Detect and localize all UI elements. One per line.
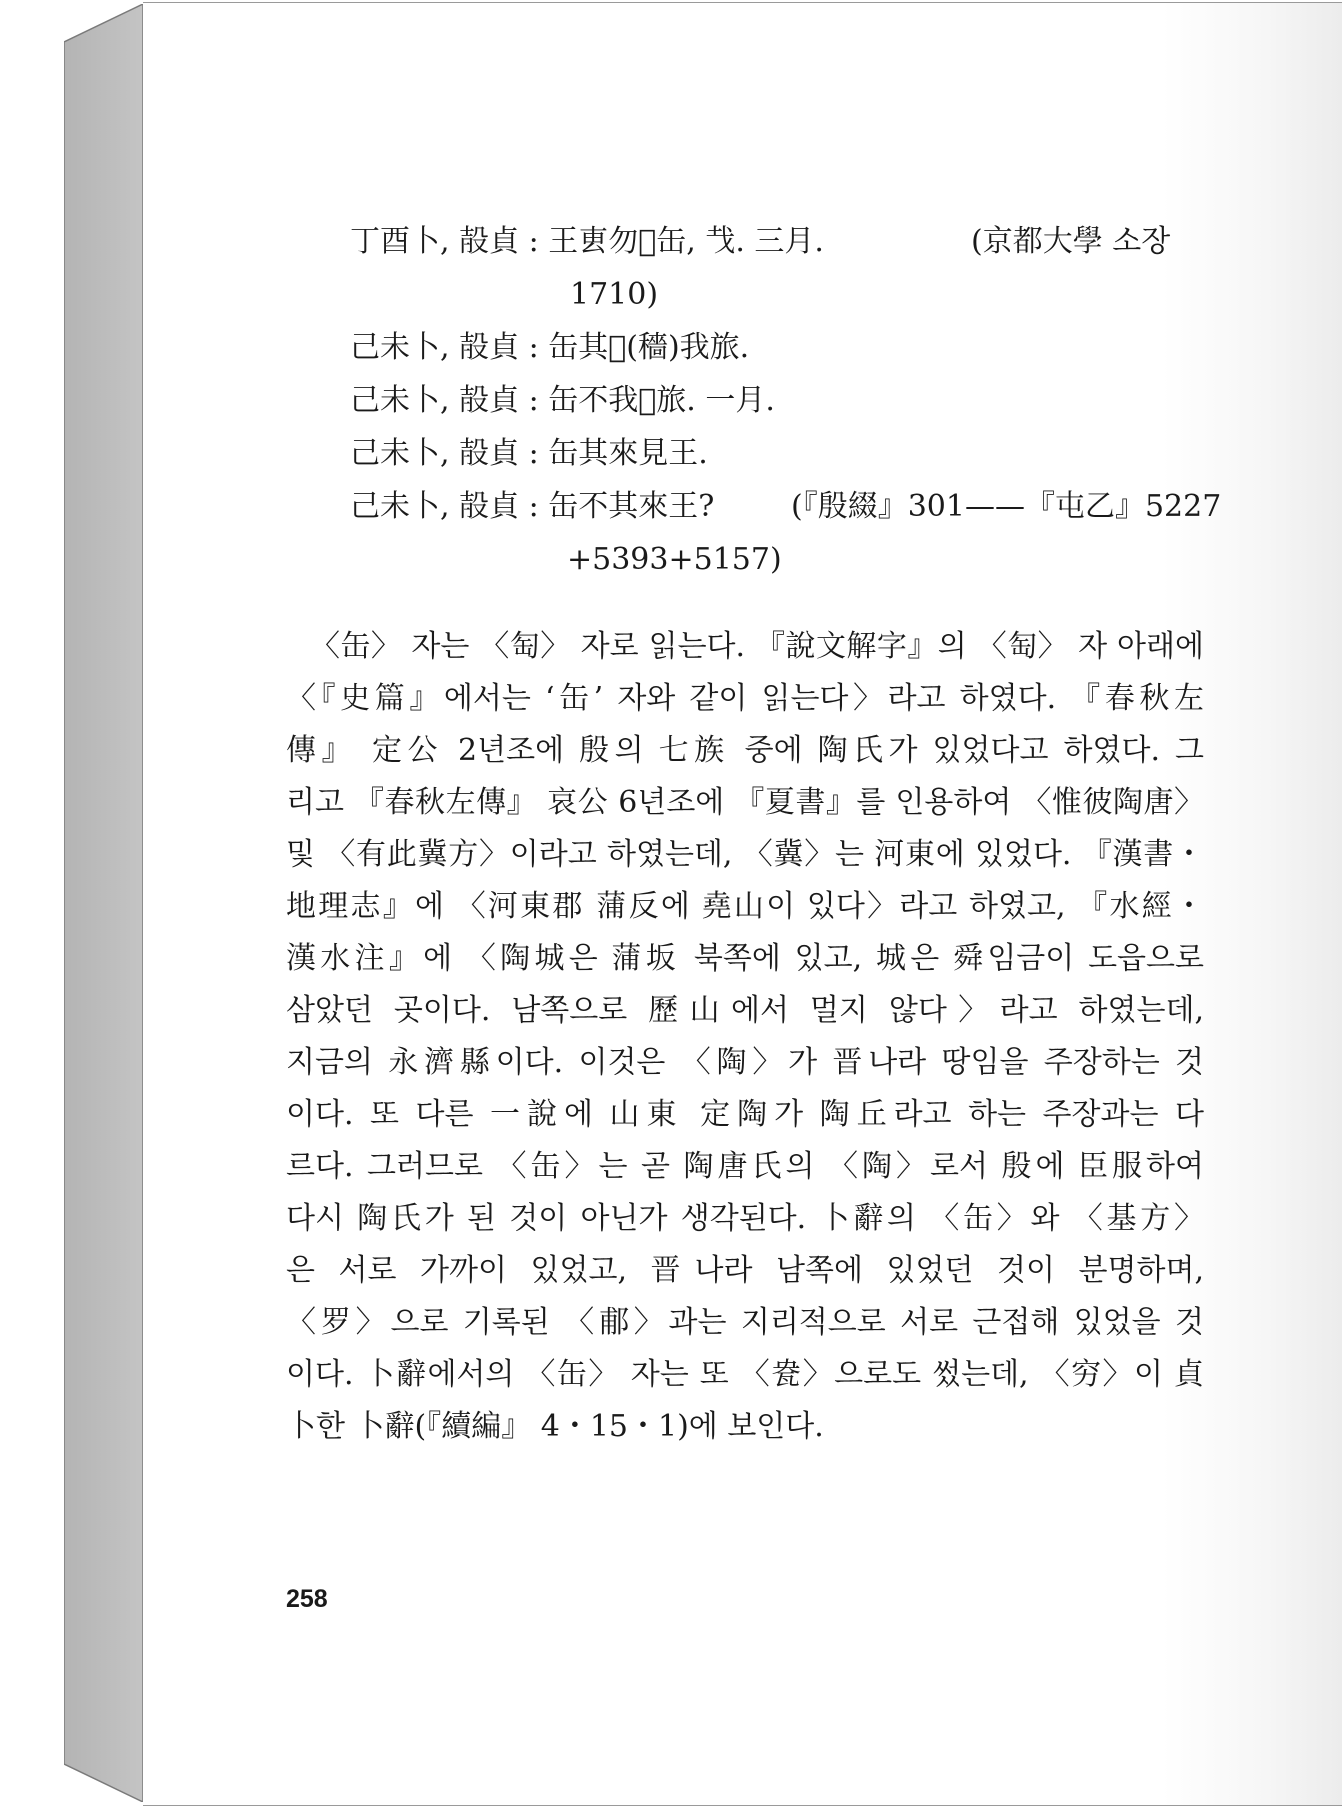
page-number: 258: [286, 1585, 328, 1613]
inscription-line-1: 丁酉卜, 㱿貞 : 王叀勿𦎫缶, 𢦏. 三月.: [350, 224, 824, 259]
paragraph-line: 漢水注』에 〈陶城은 蒲坂 북쪽에 있고, 城은 舜임금이 도읍으로: [286, 941, 1204, 976]
paragraph-line: 지금의 永濟縣이다. 이것은 〈陶〉가 晋나라 땅임을 주장하는 것: [286, 1045, 1204, 1080]
inscription-line-1-cont: 1710): [570, 277, 659, 312]
paragraph-line: 르다. 그러므로 〈缶〉는 곧 陶唐氏의 〈陶〉로서 殷에 臣服하여: [286, 1149, 1204, 1184]
inscription-line-4: 己未卜, 㱿貞 : 缶其來見王.: [350, 436, 708, 471]
paragraph-line: 이다. 卜辭에서의 〈缶〉 자는 또 〈㼜〉으로도 썼는데, 〈穷〉이 貞: [286, 1357, 1204, 1392]
paragraph-line: 리고 『春秋左傳』 哀公 6년조에 『夏書』를 인용하여 〈惟彼陶唐〉: [286, 785, 1204, 820]
paragraph-line: 및 〈有此冀方〉이라고 하였는데, 〈冀〉는 河東에 있었다. 『漢書・: [286, 837, 1204, 872]
inscription-line-1-note: (京都大學 소장: [971, 224, 1171, 259]
inscription-line-2: 己未卜, 㱿貞 : 缶其𠤷(穡)我旅.: [350, 330, 750, 365]
paragraph-line: 〈『史篇』에서는 ‘缶’ 자와 같이 읽는다〉라고 하였다. 『春秋左: [286, 681, 1204, 716]
paragraph-line: 地理志』에 〈河東郡 蒲反에 堯山이 있다〉라고 하였고, 『水經・: [286, 889, 1204, 924]
paragraph-line: 〈缶〉 자는 〈匋〉 자로 읽는다. 『說文解字』의 〈匋〉 자 아래에: [310, 629, 1204, 664]
inscription-line-5-note: (『殷綴』301——『屯乙』5227: [791, 489, 1222, 524]
paragraph-line: 다시 陶氏가 된 것이 아닌가 생각된다. 卜辭의 〈缶〉와 〈基方〉: [286, 1201, 1204, 1236]
inscription-line-5-cont: +5393+5157): [567, 542, 782, 577]
book-edge-shape: [64, 4, 144, 1802]
paragraph-line: 傳』 定公 2년조에 殷의 七族 중에 陶氏가 있었다고 하였다. 그: [286, 733, 1204, 768]
inscription-line-5: 己未卜, 㱿貞 : 缶不其來王?: [350, 489, 715, 524]
page: [143, 2, 1342, 1806]
inscription-line-3: 己未卜, 㱿貞 : 缶不我𠤷旅. 一月.: [350, 383, 775, 418]
paragraph-line: 〈罗〉으로 기록된 〈郙〉과는 지리적으로 서로 근접해 있었을 것: [286, 1305, 1204, 1340]
book-spine: [64, 4, 144, 1802]
paragraph-line: 이다. 또 다른 一說에 山東 定陶가 陶丘라고 하는 주장과는 다: [286, 1097, 1204, 1132]
paragraph-line: 삼았던 곳이다. 남쪽으로 歷山에서 멀지 않다〉라고 하였는데,: [286, 993, 1204, 1028]
paragraph-line: 은 서로 가까이 있었고, 晋나라 남쪽에 있었던 것이 분명하며,: [286, 1253, 1204, 1288]
paragraph-line: 卜한 卜辭(『續編』 4・15・1)에 보인다.: [286, 1409, 824, 1444]
